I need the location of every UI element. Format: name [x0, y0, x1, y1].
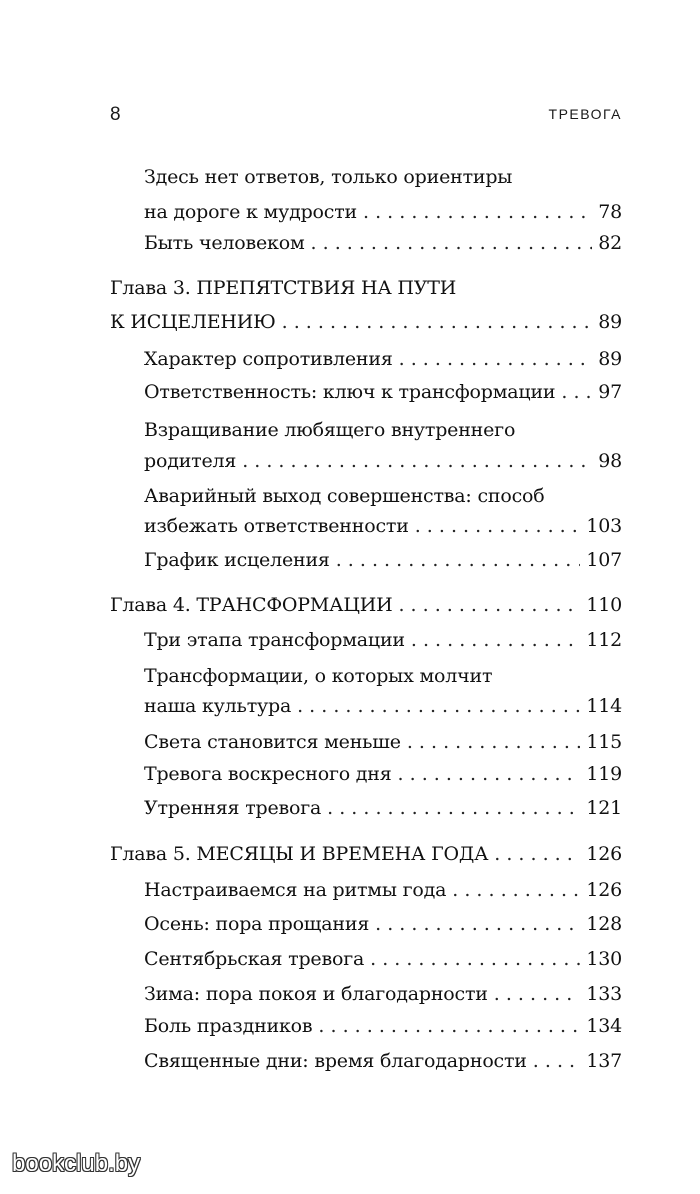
- dot-leader: [336, 545, 581, 575]
- toc-section-line: [144, 377, 622, 407]
- toc-section-line: [144, 545, 622, 575]
- dot-leader: [363, 197, 592, 227]
- toc-entry-text: Священные дни: время благодарности: [144, 1050, 527, 1072]
- toc-entry-text: Зима: пора покоя и благодарности: [144, 983, 488, 1005]
- dot-leader: [282, 307, 593, 337]
- toc-entry-text: Быть человеком: [144, 232, 305, 254]
- toc-page-number: 107: [586, 549, 622, 571]
- toc-entry-text: Тревога воскресного дня: [144, 763, 392, 785]
- toc-entry-text: Осень: пора прощания: [144, 913, 370, 935]
- page-number: 8: [110, 104, 121, 125]
- toc-section-line: [144, 197, 622, 227]
- toc-page-number: 126: [586, 843, 622, 865]
- toc-section-line: [144, 228, 622, 258]
- toc-entry-text: Здесь нет ответов, только ориентиры: [144, 166, 513, 188]
- dot-leader: [311, 228, 593, 258]
- toc-chapter-text: К ИСЦЕЛЕНИЮ: [110, 311, 276, 333]
- toc-page-number: 137: [586, 1050, 622, 1072]
- toc-page-number: 89: [598, 348, 622, 370]
- dot-leader: [411, 625, 580, 655]
- toc-page-number: 112: [586, 629, 622, 651]
- toc-page-number: 128: [586, 913, 622, 935]
- dot-leader: [242, 446, 592, 476]
- dot-leader: [407, 727, 581, 757]
- toc-chapter-text: Глава 4. ТРАНСФОРМАЦИИ: [110, 594, 393, 616]
- toc-entry-text: Характер сопротивления: [144, 348, 393, 370]
- toc-section-line: [144, 875, 622, 905]
- toc-page-number: 82: [598, 232, 622, 254]
- dot-leader: [297, 691, 580, 721]
- toc-section-line: [144, 691, 622, 721]
- dot-leader: [399, 344, 593, 374]
- toc-chapter-text: Глава 3. ПРЕПЯТСТВИЯ НА ПУТИ: [110, 277, 457, 299]
- running-title: ТРЕВОГА: [548, 106, 622, 122]
- toc-page-number: 126: [586, 879, 622, 901]
- toc-entry-text: Взращивание любящего внутреннего: [144, 419, 516, 441]
- dot-leader: [452, 875, 580, 905]
- dot-leader: [494, 979, 581, 1009]
- toc-chapter-line: [110, 307, 622, 337]
- watermark: bookclub.by: [12, 1150, 141, 1177]
- toc-page-number: 114: [586, 695, 622, 717]
- toc-section-line: [144, 727, 622, 757]
- toc-chapter-text: Глава 5. МЕСЯЦЫ И ВРЕМЕНА ГОДА: [110, 843, 489, 865]
- toc-entry-text: Трансформации, о которых молчит: [144, 665, 493, 687]
- toc-chapter-line: [110, 839, 622, 869]
- toc-page-number: 130: [586, 948, 622, 970]
- toc-entry-text: Боль праздников: [144, 1015, 313, 1037]
- toc-section-line: [144, 625, 622, 655]
- toc-entry-text: График исцеления: [144, 549, 330, 571]
- toc-page-number: 134: [586, 1015, 622, 1037]
- toc-section-line: [144, 661, 622, 691]
- toc-page-number: 110: [586, 594, 622, 616]
- toc-section-line: [144, 759, 622, 789]
- toc-chapter-line: [110, 273, 622, 303]
- toc-section-line: [144, 1046, 622, 1076]
- toc-entry-text: Сентябрьская тревога: [144, 948, 365, 970]
- toc-entry-text: избежать ответственности: [144, 515, 409, 537]
- toc-page-number: 97: [598, 381, 622, 403]
- toc-entry-text: Три этапа трансформации: [144, 629, 405, 651]
- toc-section-line: [144, 162, 622, 192]
- toc-entry-text: на дороге к мудрости: [144, 201, 357, 223]
- dot-leader: [494, 839, 580, 869]
- toc-section-line: [144, 511, 622, 541]
- toc-page-number: 121: [586, 797, 622, 819]
- toc-entry-text: Ответственность: ключ к трансформации: [144, 381, 556, 403]
- toc-section-line: [144, 481, 622, 511]
- toc-section-line: [144, 793, 622, 823]
- toc-entry-text: Аварийный выход совершенства: способ: [144, 485, 545, 507]
- toc-section-line: [144, 944, 622, 974]
- toc-page-number: 98: [598, 450, 622, 472]
- toc-page-number: 78: [598, 201, 622, 223]
- dot-leader: [398, 590, 580, 620]
- toc-section-line: [144, 1011, 622, 1041]
- toc-chapter-line: [110, 590, 622, 620]
- toc-page-number: 89: [598, 311, 622, 333]
- toc-page-number: 133: [586, 983, 622, 1005]
- dot-leader: [533, 1046, 581, 1076]
- toc-section-line: [144, 446, 622, 476]
- toc-page-number: 103: [586, 515, 622, 537]
- toc-section-line: [144, 415, 622, 445]
- dot-leader: [327, 793, 580, 823]
- dot-leader: [375, 909, 580, 939]
- dot-leader: [318, 1011, 580, 1041]
- toc-entry-text: Настраиваемся на ритмы года: [144, 879, 447, 901]
- toc-page-number: 119: [586, 763, 622, 785]
- toc-section-line: [144, 979, 622, 1009]
- toc-entry-text: Утренняя тревога: [144, 797, 322, 819]
- toc-entry-text: наша культура: [144, 695, 292, 717]
- toc-page-number: 115: [586, 731, 622, 753]
- dot-leader: [415, 511, 581, 541]
- toc-entry-text: родителя: [144, 450, 237, 472]
- toc-entry-text: Света становится меньше: [144, 731, 401, 753]
- dot-leader: [561, 377, 592, 407]
- toc-section-line: [144, 909, 622, 939]
- dot-leader: [398, 759, 581, 789]
- toc-section-line: [144, 344, 622, 374]
- dot-leader: [370, 944, 580, 974]
